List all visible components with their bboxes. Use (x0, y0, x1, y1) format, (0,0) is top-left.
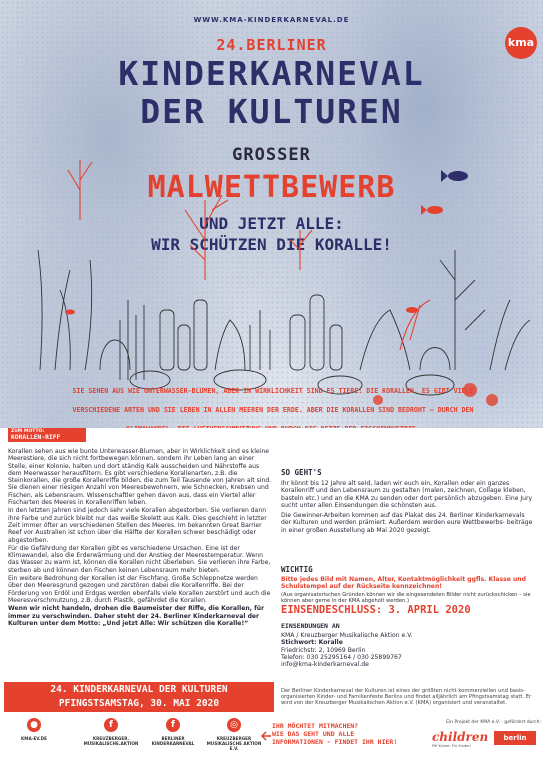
questions-box: IHR MÖCHTET MITMACHEN? WIE DAS GEHT UND ALLE INFORMATIONEN - FINDET IHR HIER! (272, 722, 397, 746)
facebook-kma-link[interactable]: KREUZBERGER. MUSIKALISCHE.AKTION (83, 736, 139, 746)
grosser-label: GROSSER (232, 145, 311, 165)
slogan-line-2: WIR SCHÜTZEN DIE KORALLE! (151, 235, 392, 254)
children-logo: children Pfif Kinder. Für Kinder! (432, 730, 489, 748)
wichtig-note: (Aus organisatorischen Gründen können wir die eingesendeten Bilder nicht zurückschicken – sie können aber gerne in der KMA abgeholt werden.) (281, 592, 531, 605)
malwettbewerb-title: MALWETTBEWERB (147, 170, 396, 205)
event-banner: 24. KINDERKARNEVAL DER KULTUREN PFINGSTSAMSTAG, 30. MAI 2020 (4, 682, 274, 712)
intro-paragraph: SIE SEHEN AUS WIE UNTERWASSER-BLUMEN, ABER IN WIRKLICHKEIT SIND ES TIERE: DIE KORALLEN. ES GIBT VIELE VERSCHIEDENE ARTEN UND SIE LEBEN IN ALLEN MEEREN DER ERDE. ABER DIE KORALLEN SIND BEDROHT – DURCH DEN (72, 387, 474, 414)
wichtig-text: Bitte jedes Bild mit Namen, Alter, Kontaktmöglichkeit ggfls. Klasse und Schulstempel auf der Rückseite kennzeichnen! (281, 576, 526, 591)
sogehts-text: Ihr könnt bis 12 Jahre alt seid, laden wir euch ein, Korallen oder ein ganzes Korallenriff und den Lebensraum zu gestalten (malen, zeichnen, Collage kleben, basteln etc.) und an die KMA zu senden oder dort persönlich abzugeben. Eine Jury sucht unter allen Einsendungen die schönsten aus. Die Gewinner-Arbeiten kommen auf das Plakat des 24. Berliner Kinderkarnevals der Kulturen und werden prämiert. Außerdem werden eure Wettbewerbs- beiträge in einer großen Ausstellung ab Mai 2020 gezeigt. (281, 480, 533, 534)
title-line-1: KINDERKARNEVAL (118, 54, 425, 93)
berlin-logo: berlin (494, 731, 536, 745)
facebook-icon[interactable]: f (104, 718, 118, 732)
deadline: EINSENDESCHLUSS: 3. APRIL 2020 (281, 604, 471, 616)
website-link[interactable]: KMA-EV.DE (21, 736, 47, 741)
project-of: Ein Projekt der KMA e.V. - gefördert durch: (446, 720, 541, 725)
instagram-link[interactable]: KREUZBERGER MUSIKALISCHE AKTION E.V. (206, 736, 262, 751)
arrow-left-icon (260, 730, 272, 742)
motto-label: ZUM MOTTO: KORALLEN-RIFF (8, 428, 86, 442)
facebook-icon[interactable]: f (166, 718, 180, 732)
slogan-line-1: UND JETZT ALLE: (199, 214, 344, 233)
send-title: EINSENDUNGEN AN (281, 622, 340, 630)
send-address: KMA / Kreuzberger Musikalische Aktion e.V. Stichwort: Koralle Friedrichstr. 2, 10969 Berlin Telefon: 030 25295164 / 030 25899767 info@kma-kinderkarneval.de (281, 632, 481, 668)
website-url[interactable]: WWW.KMA-KINDERKARNEVAL.DE (193, 16, 350, 24)
instagram-icon[interactable]: ◎ (227, 718, 241, 732)
title-line-2: DER KULTUREN (140, 92, 403, 131)
sogehts-title: SO GEHT'S (281, 468, 322, 477)
kma-logo: kma (505, 27, 537, 59)
email-link[interactable]: info@kma-kinderkarneval.de (281, 661, 369, 669)
facebook-kinderkarneval-link[interactable]: BERLINER KINDERKARNEVAL (151, 736, 195, 746)
wichtig-title: WICHTIG (281, 565, 313, 574)
about-text: Der Berliner Kinderkarneval der Kulturen ist eines der größten nicht kommerziellen und basis-organisierten Kinder- und Familienfeste Berlins und findet alljährlich am Pfingstsamstag statt. Er wird von der Kreuzberger Musikalischen Aktion e.V. (KMA) organisiert und veranstaltet. (281, 688, 532, 707)
motto-text: Korallen sehen aus wie bunte Unterwasser-Blumen, aber in Wirklichkeit sind es kleine Meerestiere, die sich nicht fortbewegen können, sondern ihr Leben lang an einer Stelle, einer Kolonie, halten und dort ständig Kalk ausscheiden und Nährstoffe aus dem Meerwasser herausfiltern. Es gibt verschiedene Korallenarten, z.B. die Steinkorallen, die große Korallenriffe bilden, die zum Teil Tausende von Jahren alt sind. Sie dienen einer riesigen Anzahl von Meeresbewohnern, wie Schnecken, Krebsen und Fischen, als Lebensraum. Wissenschaftler gehen davon aus, dass ein Viertel aller Fischarten des Meeres in Korallenriffen leben. In den letzten Jahren sind jedoch sehr viele Korallen abgestorben. Sie verlieren dann ihre Farbe und zurück bleibt nur das weiße Skelett aus Kalk. Dies geschieht in letzter Zeit immer öfter an verschiedenen Stellen des Meeres. Im bekannten Great Barrier Reef vor Australien ist schon über die Hälfte der Korallen schwer beschädigt oder abgestorben. Für die Gefährdung der Korallen gibt es verschiedene Ursachen. Eine ist der Klimawandel, also die Erderwärmung und der Anstieg der Meerestemperatur. Wenn das Wasser zu warm ist, können die Korallen nicht überleben. Sie verlieren ihre Farbe, sterben ab und können den Fischen keinen Lebensraum mehr bieten. Ein weitere Bedrohung der Korallen ist der Fischfang. Große Schleppnetze werden über den Meeresgrund gezogen und zerstören dabei die Korallenriffe. Bei der Förderung von Erdöl und Erdgas werden ebenfalls viele Korallen zerstört und auch die Meeresverschmutzung, z.B. durch Plastik, gefährdet die Korallen. Wenn wir nicht handeln, drohen die Baumeister der Riffe, die Korallen, für immer zu verschwinden. Daher steht der 24. Berliner Kinderkarneval der Kulturen unter dem Motto: „Und jetzt Alle: Wir schützen die Koralle!“ (8, 448, 272, 627)
edition-label: 24.BERLINER (216, 36, 327, 54)
globe-icon[interactable]: ● (27, 718, 41, 732)
